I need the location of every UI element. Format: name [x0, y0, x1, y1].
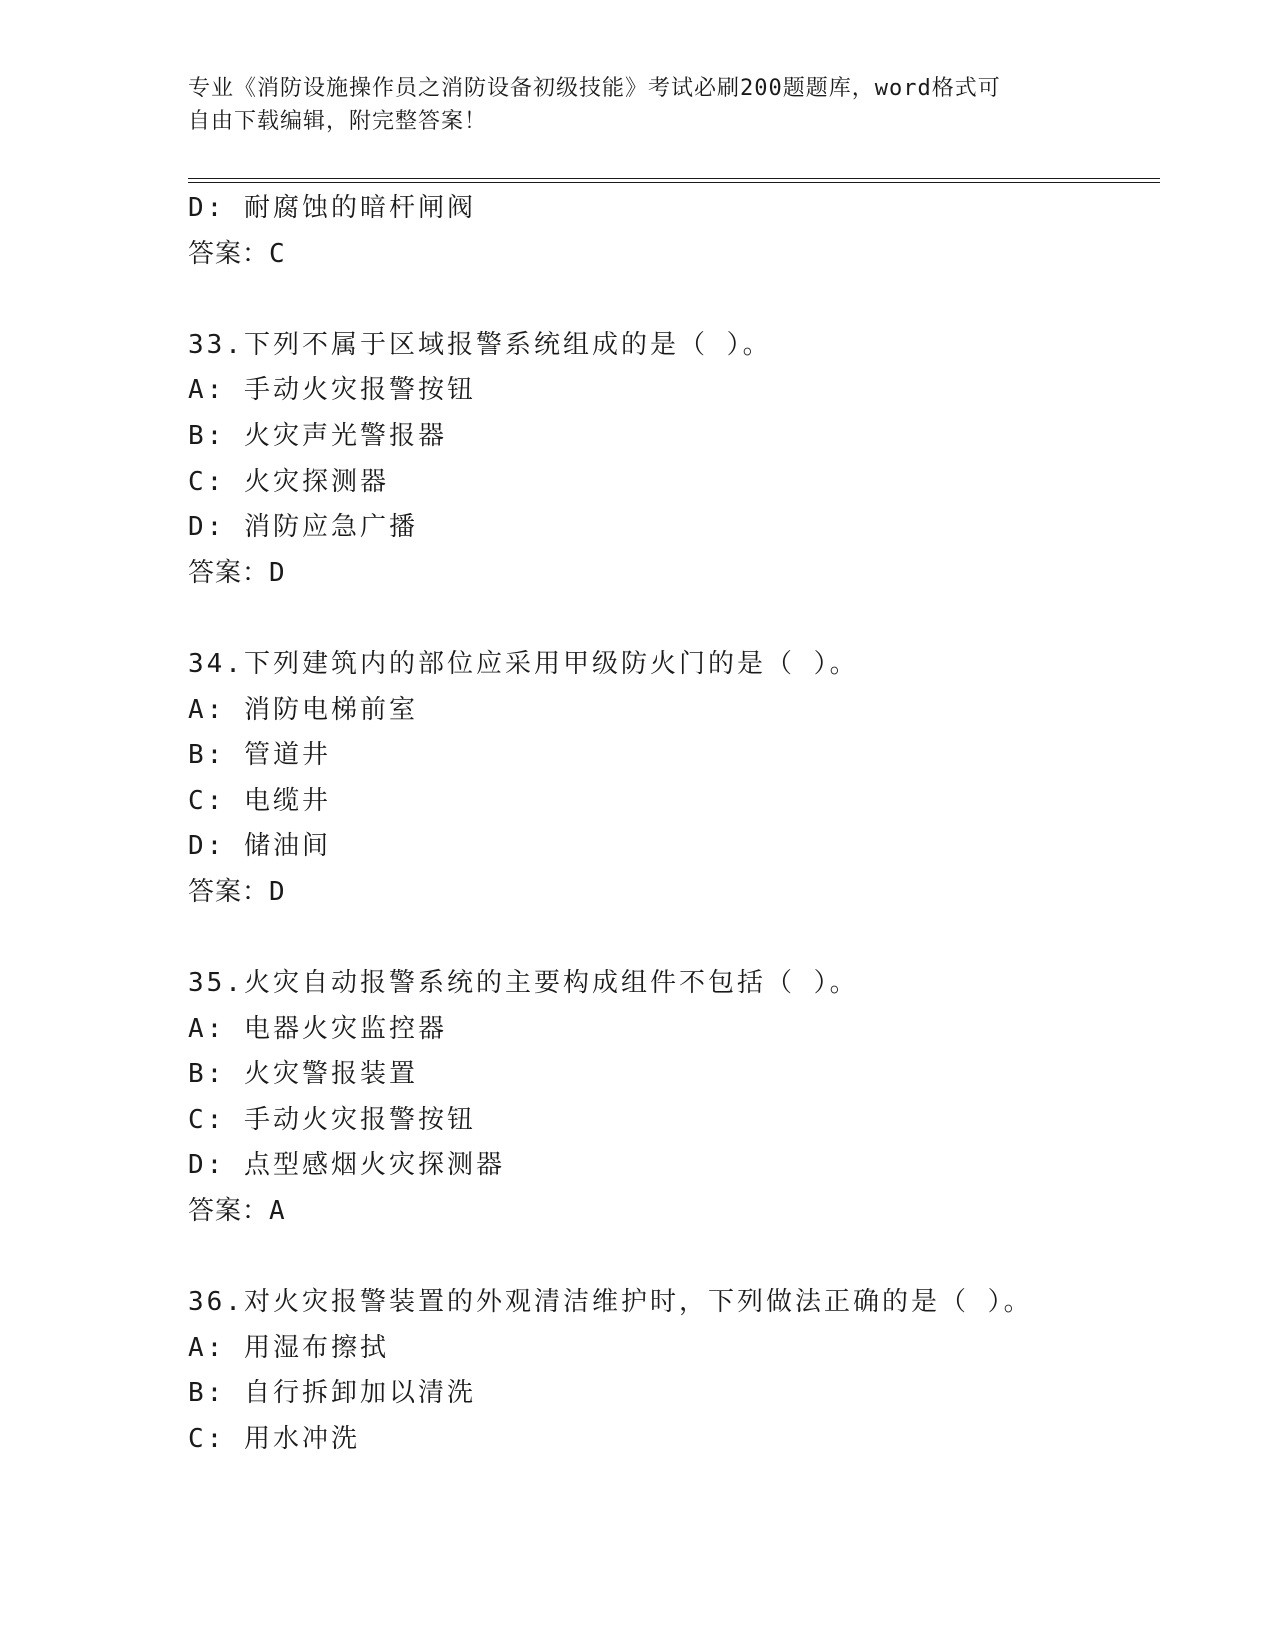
option-c: C: 用水冲洗 [188, 1424, 360, 1455]
option-d: D: 点型感烟火灾探测器 [188, 1150, 505, 1181]
question-stem: 34.下列建筑内的部位应采用甲级防火门的是（ ）。 [188, 648, 859, 679]
answer-label: 答案： [188, 876, 270, 907]
answer-label: 答案： [188, 557, 270, 588]
answer-label: 答案： [188, 238, 270, 269]
option-c: C: 手动火灾报警按钮 [188, 1104, 476, 1135]
document-header [188, 72, 1088, 138]
spacer [188, 916, 1160, 962]
answer-value: D [269, 876, 288, 907]
header-line-1: 专业《消防设施操作员之消防设备初级技能》考试必刷200题题库，word格式可 [188, 76, 1001, 101]
question-stem: 33.下列不属于区域报警系统组成的是（ ）。 [188, 329, 772, 360]
option-c: C: 电缆井 [188, 785, 331, 816]
option-d: D: 消防应急广播 [188, 512, 418, 543]
spacer [188, 277, 1160, 323]
spacer [188, 1235, 1160, 1281]
answer-line [188, 1189, 1160, 1235]
answer-value: C [269, 238, 288, 269]
answer-line [188, 870, 1160, 916]
option-b: B: 火灾声光警报器 [188, 420, 447, 451]
answer-line [188, 551, 1160, 597]
option-d: D: 储油间 [188, 831, 331, 862]
option-c: C: 火灾探测器 [188, 466, 389, 497]
spacer [188, 596, 1160, 642]
question-stem: 36.对火灾报警装置的外观清洁维护时，下列做法正确的是（ ）。 [188, 1287, 1033, 1318]
option-a: A: 消防电梯前室 [188, 694, 418, 725]
option-d: D: 耐腐蚀的暗杆闸阀 [188, 193, 476, 223]
option-a: A: 电器火灾监控器 [188, 1013, 447, 1044]
header-double-rule [188, 178, 1160, 183]
option-b: B: 自行拆卸加以清洗 [188, 1378, 476, 1409]
question-list [188, 186, 1160, 1463]
option-b: B: 管道井 [188, 740, 331, 771]
option-b: B: 火灾警报装置 [188, 1059, 418, 1090]
header-line-2: 自由下载编辑，附完整答案！ [188, 109, 488, 134]
question-stem: 35.火灾自动报警系统的主要构成组件不包括（ ）。 [188, 968, 859, 999]
option-a: A: 用湿布擦拭 [188, 1332, 389, 1363]
answer-value: A [269, 1196, 288, 1227]
answer-label: 答案： [188, 1196, 270, 1227]
answer-value: D [269, 557, 288, 588]
option-a: A: 手动火灾报警按钮 [188, 375, 476, 406]
answer-line [188, 232, 1160, 278]
